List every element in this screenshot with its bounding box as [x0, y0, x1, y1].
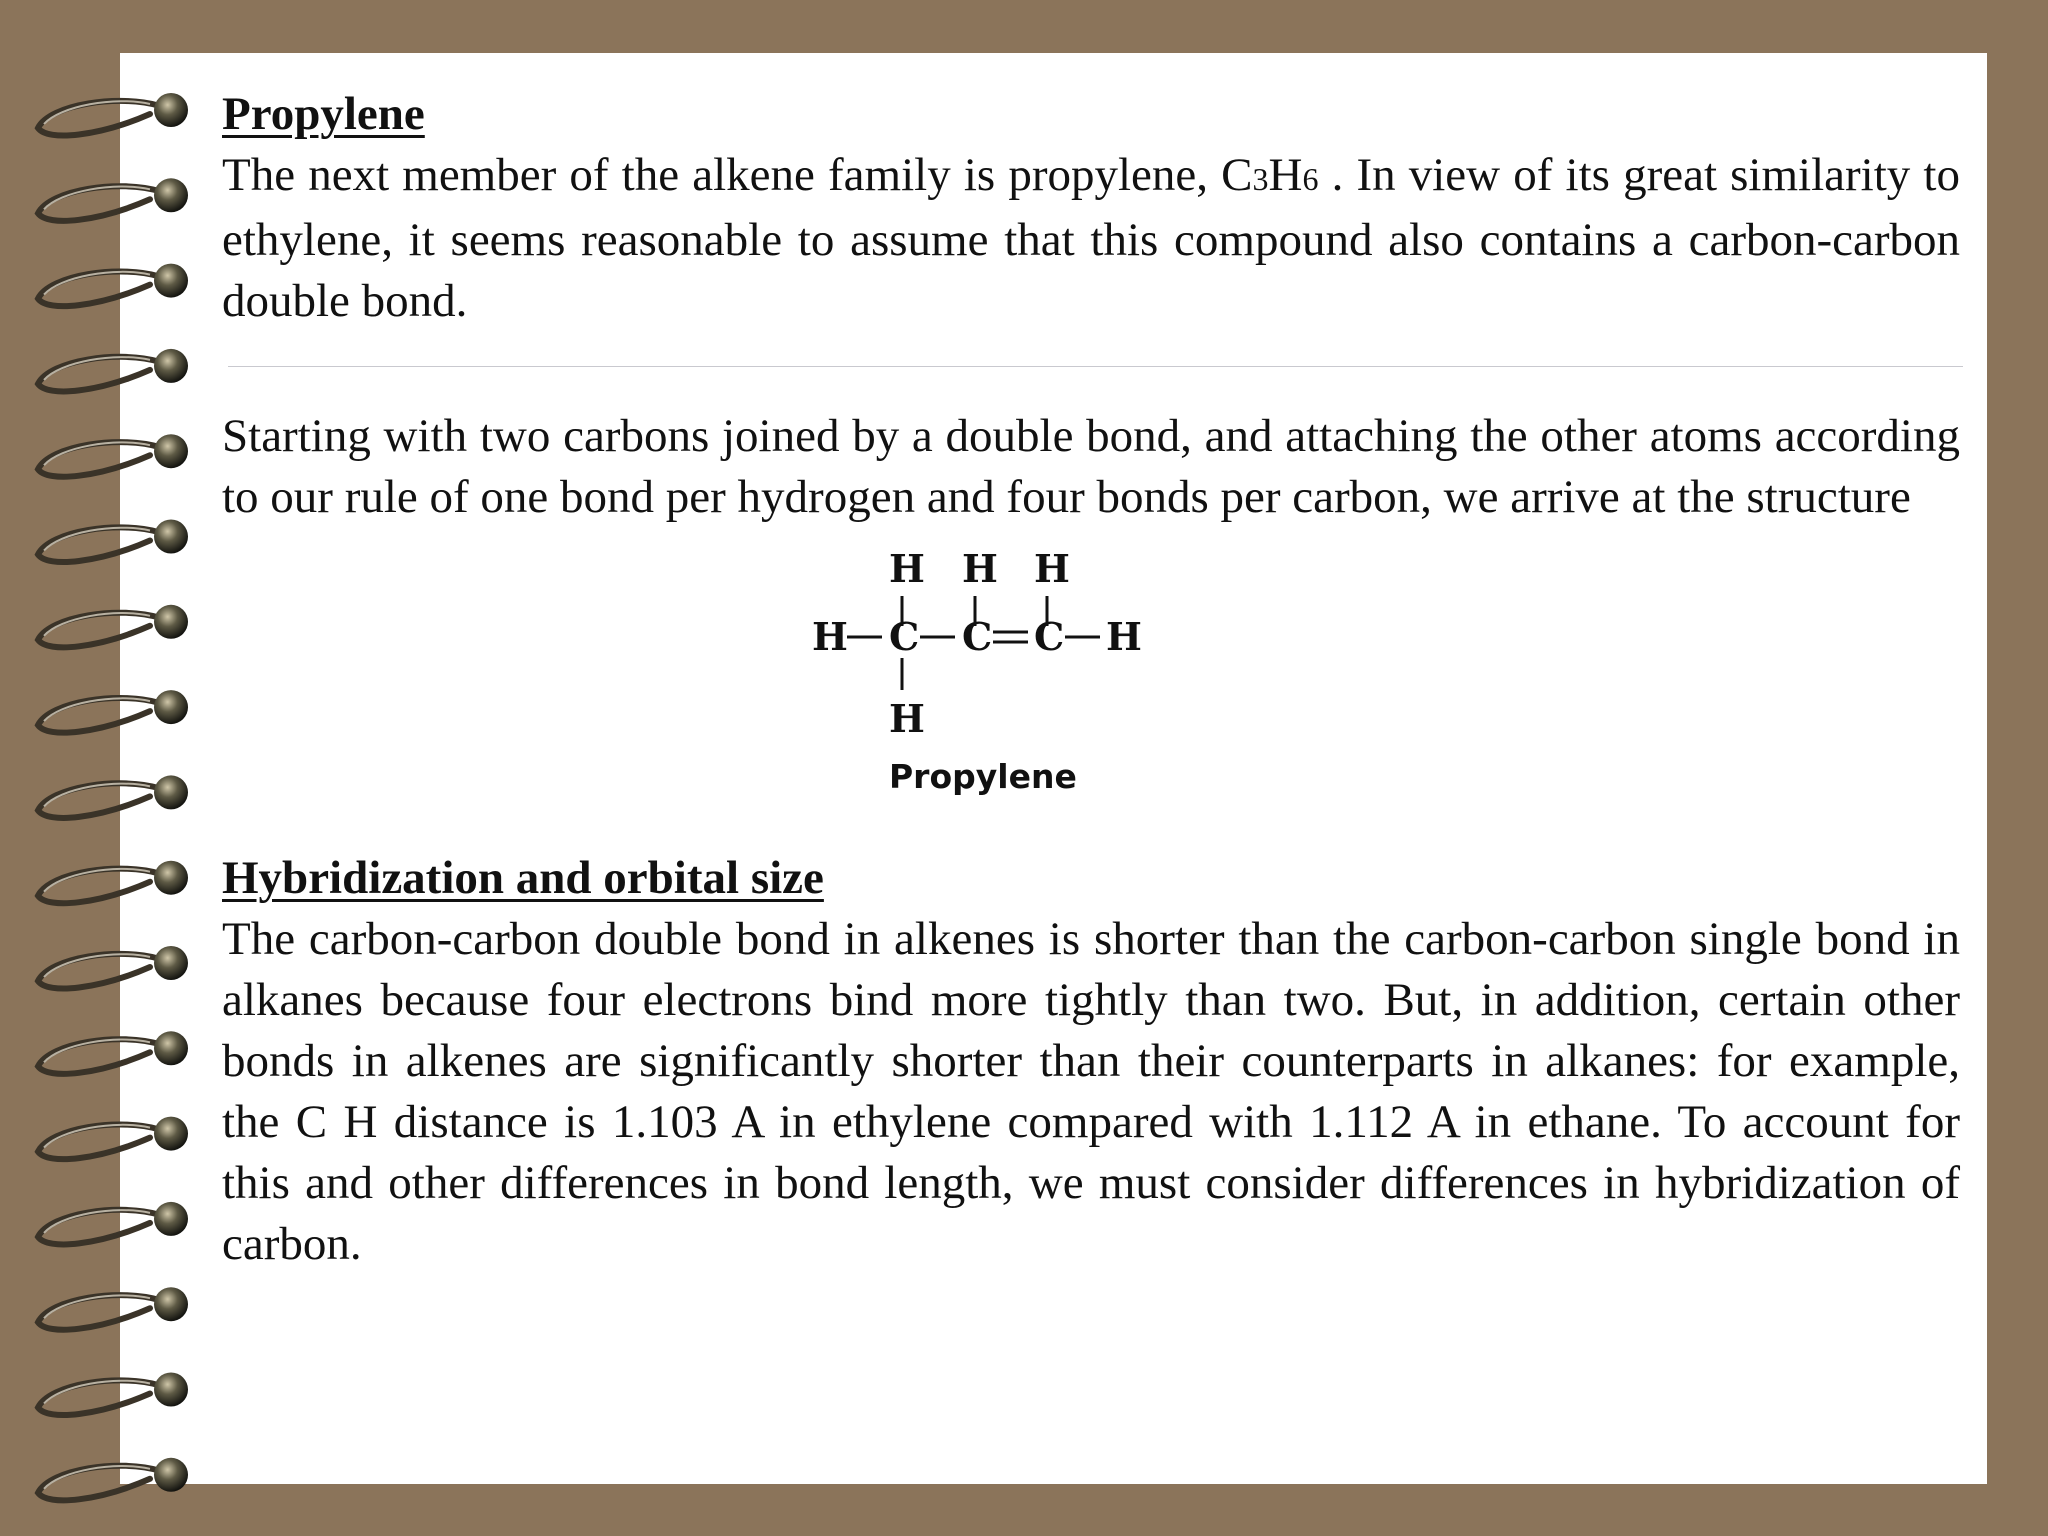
para1-subscript-6: 6 [1302, 161, 1319, 197]
atom-h-bottom: H [889, 696, 925, 741]
spiral-hole [154, 861, 188, 895]
spiral-hole [154, 605, 188, 639]
atom-c1: C [889, 614, 920, 659]
para1-text-b: H [1268, 149, 1303, 201]
spiral-hole [154, 434, 188, 468]
spiral-hole [154, 1117, 188, 1151]
spiral-ring [38, 1295, 160, 1330]
spiral-ring [38, 272, 160, 307]
atom-h-right: H [1106, 614, 1142, 659]
spiral-ring [38, 527, 160, 562]
spiral-hole [154, 264, 188, 298]
atom-c3: C [1034, 614, 1065, 659]
section-title-hybridization: Hybridization and orbital size [222, 852, 824, 904]
spiral-ring [38, 186, 160, 221]
paragraph-structure-description: Starting with two carbons joined by a double bond, and attaching the other atoms according to our rule of one bond per hydrogen and four bonds per carbon, we arrive at the structure [222, 410, 1960, 523]
spiral-hole [154, 690, 188, 724]
spiral-hole [154, 1031, 188, 1065]
spiral-ring [38, 442, 160, 477]
propylene-structural-formula [812, 528, 1172, 818]
paragraph-propylene-intro [222, 145, 1960, 332]
propylene-structure-figure [222, 528, 1960, 848]
spiral-ring [38, 954, 160, 989]
para1-text-a: The next member of the alkene family is propylene, C [222, 149, 1253, 201]
spiral-ring [38, 101, 160, 136]
spiral-hole [154, 1458, 188, 1492]
spiral-hole [154, 775, 188, 809]
spiral-ring [38, 357, 160, 392]
spiral-ring [38, 1210, 160, 1245]
spiral-ring [38, 1466, 160, 1501]
para1-text-c: . In view of its great similarity to ethylene, it seems reasonable to assume that this compound also contains a carbon-carbon double bond. [222, 149, 1960, 327]
spiral-ring [38, 1380, 160, 1415]
para1-subscript-3: 3 [1252, 161, 1269, 197]
atom-h-top-1: H [889, 546, 925, 591]
spiral-ring [38, 698, 160, 733]
spiral-rings [38, 93, 188, 1500]
slide-content [222, 84, 1960, 1275]
spiral-ring [38, 613, 160, 648]
figure-caption: Propylene [889, 757, 1077, 796]
spiral-ring [38, 1125, 160, 1160]
atom-h-left: H [812, 614, 848, 659]
spiral-hole [154, 520, 188, 554]
atom-h-top-2: H [962, 546, 998, 591]
paragraph-hybridization: The carbon-carbon double bond in alkenes is shorter than the carbon-carbon single bond in alkanes because four electrons bind more tightly than two. But, in addition, certain other bonds in alkenes are significantly shorter than their counterparts in alkanes: for example, the C H distance is 1.103 A in ethylene compared with 1.112 A in ethane. To account for this and other differences in bond length, we must consider differences in hybridization of carbon. [222, 913, 1960, 1270]
atom-h-top-3: H [1034, 546, 1070, 591]
spiral-hole [154, 178, 188, 212]
spiral-hole [154, 1287, 188, 1321]
divider-line [228, 366, 1963, 367]
spiral-hole [154, 1202, 188, 1236]
spiral-hole [154, 946, 188, 980]
spiral-ring [38, 869, 160, 904]
spiral-hole [154, 349, 188, 383]
atom-c2: C [962, 614, 993, 659]
spiral-ring [38, 1039, 160, 1074]
spiral-binding [0, 0, 220, 1536]
spiral-ring [38, 783, 160, 818]
section-title-propylene: Propylene [222, 88, 425, 140]
spiral-hole [154, 93, 188, 127]
spiral-hole [154, 1373, 188, 1407]
